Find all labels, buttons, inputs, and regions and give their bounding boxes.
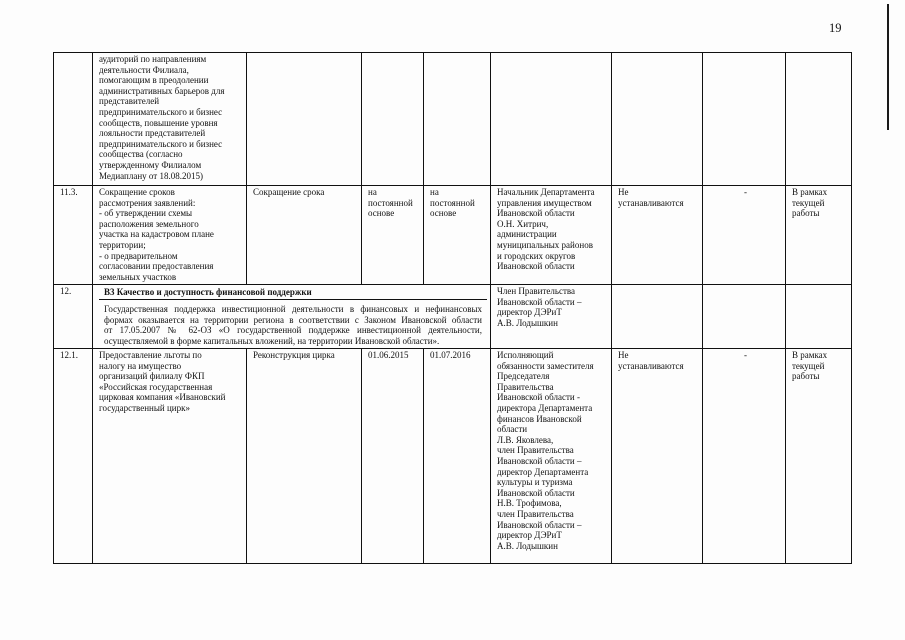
amount-text: - (744, 350, 747, 360)
row-number: 11.3. (60, 187, 78, 197)
measure-text: аудиторий по направлениям деятельности Филиала, помогающим в преодолении административных барьеров для представителей предпринимательского и бизнес сообществ, повышение уровня лояльности представителей предпринимательского и бизнес сообщества (согласно утвержденному Филиалом Медиаплану от 18.08.2015) (99, 54, 225, 181)
end-text: 01.07.2016 (430, 350, 471, 360)
cell-number (54, 349, 93, 564)
note-text: В рамках текущей работы (792, 187, 828, 219)
paragraph-line: Государственная поддержка инвестиционной деятельности в финансовых и нефинансовых (104, 304, 482, 314)
cell-note (786, 349, 852, 564)
paragraph-line: от 17.05.2007 № 62-ОЗ «О государственной поддержке инвестиционной деятельности, (104, 325, 482, 336)
section-number: 12. (60, 286, 72, 296)
cell-responsible (491, 349, 612, 564)
cell-start (362, 186, 424, 285)
table-row-11-3 (54, 186, 852, 285)
cell-funding (612, 53, 703, 186)
start-text: на постоянной основе (368, 187, 413, 219)
result-text: Реконструкция цирка (253, 350, 335, 360)
cell-number (54, 186, 93, 285)
action-plan-table (53, 52, 852, 564)
cell-result (247, 349, 362, 564)
paragraph-line: формах оказывается на территории региона в соответствии с Законом Ивановской области (104, 314, 482, 325)
result-text: Сокращение срока (253, 187, 325, 197)
cell-note (786, 186, 852, 285)
cell-responsible (491, 186, 612, 285)
cell-amount (703, 53, 786, 186)
cell-end (424, 349, 491, 564)
measure-text: Сокращение сроков рассмотрения заявлений: - об утверждении схемы расположения земельного участка на кадастровом плане территории; - о предварительном согласовании предоставления земельных участков (99, 187, 214, 282)
table-row-12-1 (54, 349, 852, 564)
cell-responsible (491, 285, 612, 349)
note-text: В рамках текущей работы (792, 350, 828, 382)
scan-edge-line (887, 4, 889, 130)
cell-end (424, 53, 491, 186)
cell-start (362, 349, 424, 564)
cell-result (247, 186, 362, 285)
funding-text: Не устанавливаются (618, 187, 684, 208)
cell-funding (612, 285, 703, 349)
paragraph-line: осуществляемой в форме капитальных вложений, на территории Ивановской области». (104, 335, 440, 346)
table-row-section-12 (54, 285, 852, 349)
cell-section-content (93, 285, 491, 349)
cell-measure (93, 186, 247, 285)
cell-number (54, 285, 93, 349)
start-text: 01.06.2015 (368, 350, 409, 360)
responsible-text: Начальник Департамента управления имуществом Ивановской области О.Н. Хитрич, администрации муниципальных районов и городских округов Ивановской области (497, 187, 595, 272)
cell-number (54, 53, 93, 186)
amount-text: - (744, 187, 747, 197)
page-number: 19 (829, 21, 842, 35)
responsible-text: Исполняющий обязанности заместителя Председателя Правительства Ивановской области - директора Департамента финансов Ивановской области Л.В. Яковлева, член Правительства Ивановской области – директор Департамента культуры и туризма Ивановской области Н.В. Трофимова, член Правительства Ивановской области – директор ДЭРиТ А.В. Лодышкин (497, 350, 594, 551)
cell-measure (93, 349, 247, 564)
cell-amount (703, 349, 786, 564)
cell-end (424, 186, 491, 285)
cell-responsible (491, 53, 612, 186)
section-heading: В3 Качество и доступность финансовой поддержки (99, 286, 487, 300)
cell-start (362, 53, 424, 186)
cell-result (247, 53, 362, 186)
cell-funding (612, 349, 703, 564)
cell-note (786, 285, 852, 349)
section-paragraph (99, 300, 487, 346)
cell-note (786, 53, 852, 186)
responsible-text: Член Правительства Ивановской области – директор ДЭРиТ А.В. Лодышкин (497, 286, 582, 328)
cell-funding (612, 186, 703, 285)
table-row-continuation (54, 53, 852, 186)
funding-text: Не устанавливаются (618, 350, 684, 371)
end-text: на постоянной основе (430, 187, 475, 219)
cell-amount (703, 285, 786, 349)
cell-amount (703, 186, 786, 285)
measure-text: Предоставление льготы по налогу на имущество организаций филиалу ФКП «Российская государственная цирковая компания «Ивановский государственный цирк» (99, 350, 226, 413)
row-number: 12.1. (60, 350, 78, 360)
cell-measure (93, 53, 247, 186)
